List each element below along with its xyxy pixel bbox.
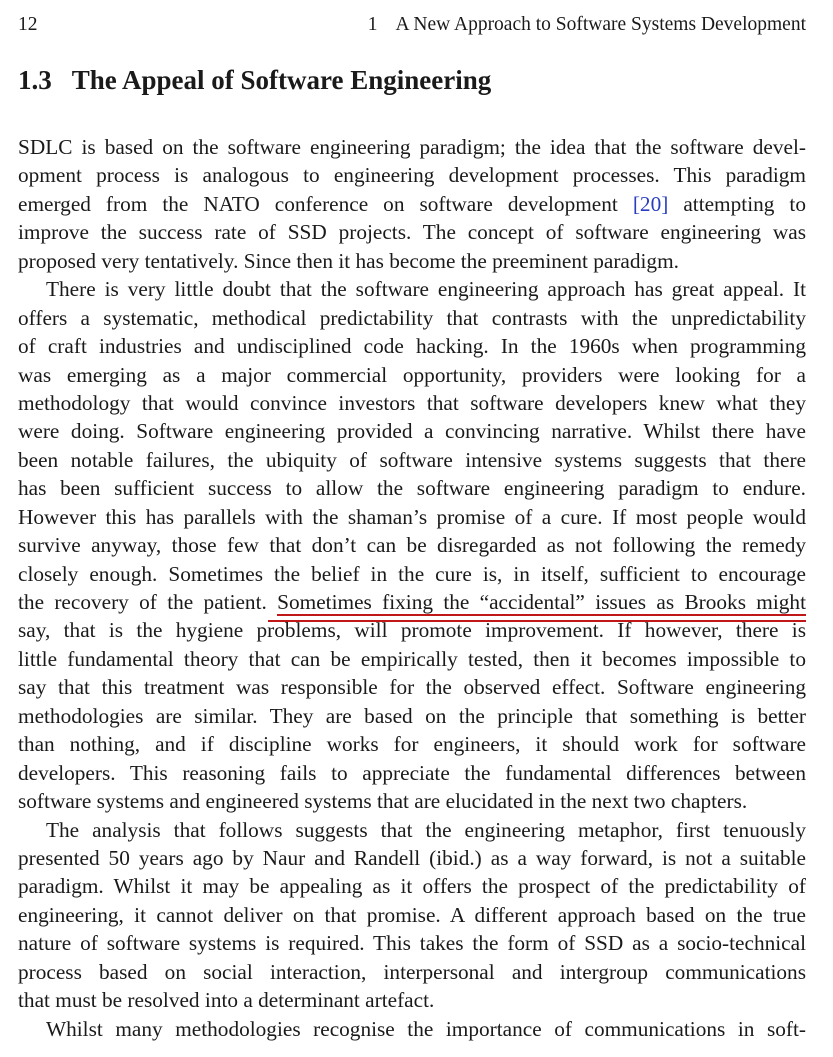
text-line: engineering, it cannot deliver on that promise. A different approach based on the true (18, 902, 806, 927)
text-line: proposed very tentatively. Since then it has become the preeminent paradigm. (18, 248, 679, 273)
underlined-passage: Sometimes fixing the “accidental” issues as Brooks might (277, 590, 807, 614)
section-number: 1.3 (18, 65, 52, 95)
text-line: paradigm. Whilst it may be appealing as it offers the prospect of the predictability of (18, 874, 806, 899)
text-line: been notable failures, the ubiquity of software intensive systems suggests that there (18, 447, 806, 472)
text-line: nature of software systems is required. This takes the form of SSD as a socio-technical (18, 931, 806, 956)
section-title: The Appeal of Software Engineering (71, 65, 492, 95)
body-text (18, 133, 806, 1043)
text-line: process based on social interaction, interpersonal and intergroup communications (18, 959, 806, 984)
running-header (18, 12, 806, 38)
chapter-title: A New Approach to Software Systems Development (395, 14, 806, 35)
text-line: There is very little doubt that the software engineering approach has great appeal. It (46, 277, 806, 302)
text-line: However this has parallels with the shaman’s promise of a cure. If most people would (18, 504, 806, 529)
text-segment: emerged from the NATO conference on software development (18, 191, 633, 216)
running-head (368, 12, 806, 38)
text-line: than nothing, and if discipline works for engineers, it should work for software (18, 732, 806, 757)
text-line: The analysis that follows suggests that the engineering metaphor, first tenuously (46, 817, 806, 842)
text-line: opment process is analogous to engineering development processes. This paradigm (18, 163, 806, 188)
text-line (18, 588, 806, 616)
text-line: say that this treatment was responsible for the observed effect. Software engineering (18, 675, 806, 700)
text-line: say, that is the hygiene problems, will promote improvement. If however, there is (18, 618, 806, 643)
text-line: improve the success rate of SSD projects. The concept of software engineering was (18, 220, 806, 245)
text-line: software systems and engineered systems that are elucidated in the next two chapters. (18, 789, 748, 814)
text-line: developers. This reasoning fails to appreciate the fundamental differences between (18, 760, 806, 785)
chapter-number: 1 (367, 14, 378, 35)
text-line: closely enough. Sometimes the belief in the cure is, in itself, sufficient to encourage (18, 561, 806, 586)
text-line: was emerging as a major commercial opportunity, providers were looking for a (18, 362, 806, 387)
text-line: SDLC is based on the software engineering paradigm; the idea that the software devel- (18, 135, 806, 159)
text-line: little fundamental theory that can be empirically tested, then it becomes impossible to (18, 646, 806, 671)
text-line: has been sufficient success to allow the software engineering paradigm to endure. (18, 476, 806, 501)
text-line (18, 190, 806, 218)
text-segment: attempting to (668, 191, 806, 216)
page-number: 12 (18, 14, 38, 35)
text-segment: the recovery of the patient. (18, 590, 278, 614)
text-line: Whilst many methodologies recognise the importance of communications in soft- (46, 1016, 806, 1041)
text-line: methodology that would convince investors that software developers knew what they (18, 390, 806, 415)
citation-link[interactable]: [20] (632, 191, 669, 216)
text-line: methodologies are similar. They are based on the principle that something is better (18, 703, 806, 728)
text-line: that must be resolved into a determinant artefact. (18, 988, 435, 1013)
text-line: of craft industries and undisciplined code hacking. In the 1960s when programming (18, 334, 806, 359)
red-annotation-line (268, 620, 806, 622)
text-line: offers a systematic, methodical predictability that contrasts with the unpredictability (18, 305, 806, 330)
text-line: were doing. Software engineering provided a convincing narrative. Whilst there have (18, 419, 806, 444)
section-heading (18, 62, 491, 98)
text-line: survive anyway, those few that don’t can be disregarded as not following the remedy (18, 533, 806, 558)
text-line: presented 50 years ago by Naur and Randell (ibid.) as a way forward, is not a suitable (18, 845, 806, 870)
